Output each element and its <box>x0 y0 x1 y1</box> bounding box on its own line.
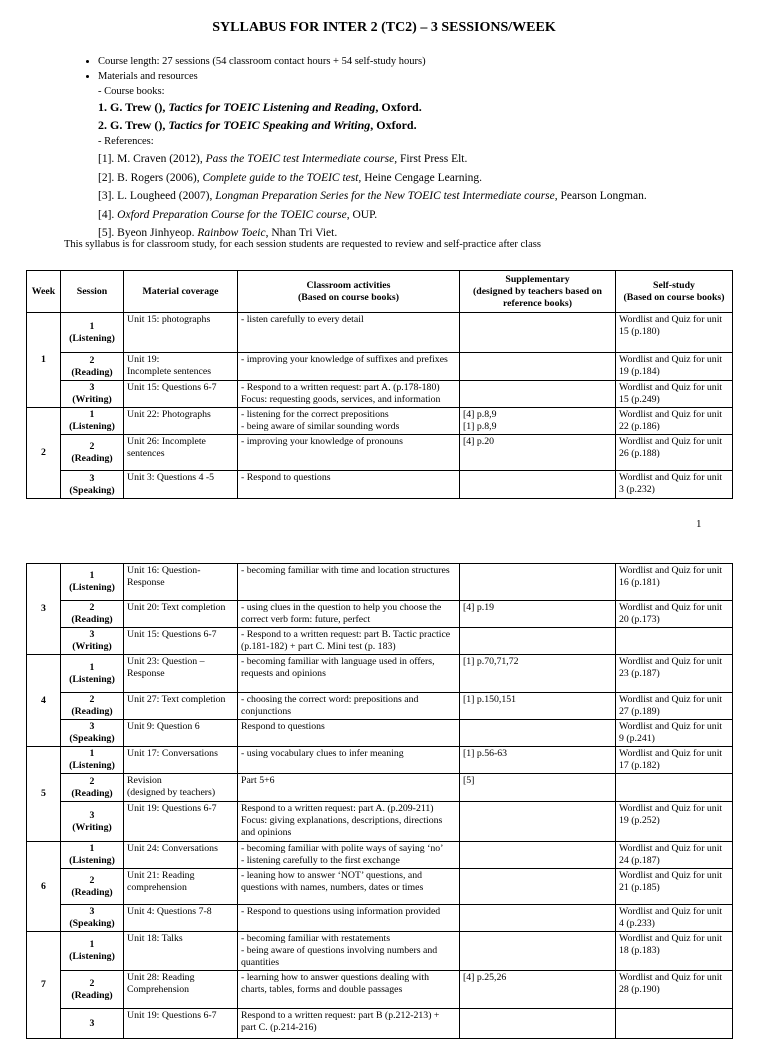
page-2 <box>0 545 768 1033</box>
table-row <box>27 353 733 381</box>
material-cell: Unit 17: Conversations <box>124 747 238 774</box>
material-cell: Unit 21: Reading comprehension <box>124 869 238 905</box>
classroom-cell: - using vocabulary clues to infer meaning <box>238 747 460 774</box>
self-study-cell: Wordlist and Quiz for unit 27 (p.189) <box>616 693 733 720</box>
session-cell: 2 (Reading) <box>61 774 124 802</box>
supplementary-cell <box>460 932 616 971</box>
supplementary-cell: [1] p.56-63 <box>460 747 616 774</box>
table-row <box>27 932 733 971</box>
self-study-cell: Wordlist and Quiz for unit 15 (p.180) <box>616 313 733 353</box>
header-week: Week <box>27 271 61 313</box>
material-cell: Unit 27: Text completion <box>124 693 238 720</box>
table-row <box>27 971 733 1009</box>
session-cell: 1 (Listening) <box>61 747 124 774</box>
materials-heading: • Materials and resources <box>98 69 426 84</box>
material-cell: Unit 19: Questions 6-7 <box>124 1009 238 1039</box>
classroom-cell: Respond to questions <box>238 720 460 747</box>
supplementary-cell: [1] p.150,151 <box>460 693 616 720</box>
classroom-cell: - Respond to questions <box>238 471 460 499</box>
table-row <box>27 408 733 435</box>
table-row <box>27 601 733 628</box>
self-study-cell: Wordlist and Quiz for unit 19 (p.252) <box>616 802 733 842</box>
material-cell: Unit 15: photographs <box>124 313 238 353</box>
self-study-cell: Wordlist and Quiz for unit 22 (p.186) <box>616 408 733 435</box>
session-cell: 3 <box>61 1009 124 1039</box>
week-cell: 1 <box>27 313 61 408</box>
material-cell: Revision (designed by teachers) <box>124 774 238 802</box>
table-row <box>27 842 733 869</box>
header-classroom: Classroom activities (Based on course books) <box>238 271 460 313</box>
self-study-cell <box>616 1009 733 1039</box>
page-title: SYLLABUS FOR INTER 2 (TC2) – 3 SESSIONS/WEEK <box>212 20 556 35</box>
supplementary-cell: [4] p.25,26 <box>460 971 616 1009</box>
classroom-cell: - becoming familiar with language used in offers, requests and opinions <box>238 655 460 693</box>
table-row <box>27 655 733 693</box>
syllabus-table-page-1 <box>26 270 733 499</box>
material-cell: Unit 4: Questions 7-8 <box>124 905 238 932</box>
course-books-list <box>98 98 422 134</box>
self-study-cell: Wordlist and Quiz for unit 15 (p.249) <box>616 381 733 408</box>
session-cell: 3 (Speaking) <box>61 720 124 747</box>
material-cell: Unit 20: Text completion <box>124 601 238 628</box>
material-cell: Unit 9: Question 6 <box>124 720 238 747</box>
session-cell: 3 (Speaking) <box>61 905 124 932</box>
session-cell: 1 (Listening) <box>61 313 124 353</box>
supplementary-cell <box>460 313 616 353</box>
session-cell: 1 (Listening) <box>61 932 124 971</box>
session-cell: 2 (Reading) <box>61 971 124 1009</box>
course-book: 2. G. Trew (), Tactics for TOEIC Speaking and Writing, Oxford. <box>98 118 417 132</box>
supplementary-cell <box>460 905 616 932</box>
week-cell: 5 <box>27 747 61 842</box>
self-study-cell: Wordlist and Quiz for unit 23 (p.187) <box>616 655 733 693</box>
reference-item: [4]. Oxford Preparation Course for the TOEIC course, OUP. <box>98 208 378 221</box>
header-session: Session <box>61 271 124 313</box>
week-cell: 6 <box>27 842 61 932</box>
session-cell: 1 (Listening) <box>61 842 124 869</box>
session-cell: 2 (Reading) <box>61 693 124 720</box>
course-book: 1. G. Trew (), Tactics for TOEIC Listening and Reading, Oxford. <box>98 100 422 114</box>
supplementary-cell: [1] p.70,71,72 <box>460 655 616 693</box>
classroom-cell: - listen carefully to every detail <box>238 313 460 353</box>
self-study-cell <box>616 774 733 802</box>
session-cell: 3 (Writing) <box>61 628 124 655</box>
material-cell: Unit 15: Questions 6-7 <box>124 381 238 408</box>
course-length: • Course length: 27 sessions (54 classroom contact hours + 54 self-study hours) <box>98 54 426 69</box>
self-study-cell: Wordlist and Quiz for unit 17 (p.182) <box>616 747 733 774</box>
session-cell: 3 (Speaking) <box>61 471 124 499</box>
self-study-cell: Wordlist and Quiz for unit 16 (p.181) <box>616 564 733 601</box>
supplementary-cell <box>460 381 616 408</box>
supplementary-cell: [4] p.20 <box>460 435 616 471</box>
self-study-cell <box>616 628 733 655</box>
table-row <box>27 435 733 471</box>
material-cell: Unit 22: Photographs <box>124 408 238 435</box>
table-row <box>27 802 733 842</box>
material-cell: Unit 19: Incomplete sentences <box>124 353 238 381</box>
table-row <box>27 471 733 499</box>
self-study-cell: Wordlist and Quiz for unit 26 (p.188) <box>616 435 733 471</box>
supplementary-cell: [5] <box>460 774 616 802</box>
table-row <box>27 905 733 932</box>
week-cell: 3 <box>27 564 61 655</box>
header-supplementary: Supplementary (designed by teachers based on reference books) <box>460 271 616 313</box>
syllabus-note: This syllabus is for classroom study, for each session students are requested to review and self-practice after class <box>64 239 541 250</box>
session-cell: 2 (Reading) <box>61 353 124 381</box>
self-study-cell: Wordlist and Quiz for unit 28 (p.190) <box>616 971 733 1009</box>
syllabus-table-page-2 <box>26 563 733 1039</box>
material-cell: Unit 24: Conversations <box>124 842 238 869</box>
session-cell: 3 (Writing) <box>61 802 124 842</box>
classroom-cell: - improving your knowledge of pronouns <box>238 435 460 471</box>
classroom-cell: Part 5+6 <box>238 774 460 802</box>
classroom-cell: - becoming familiar with polite ways of saying ‘no’ - listening carefully to the first exchange <box>238 842 460 869</box>
table-row <box>27 869 733 905</box>
supplementary-cell <box>460 802 616 842</box>
classroom-cell: - Respond to questions using information provided <box>238 905 460 932</box>
supplementary-cell <box>460 564 616 601</box>
self-study-cell: Wordlist and Quiz for unit 18 (p.183) <box>616 932 733 971</box>
table-row <box>27 774 733 802</box>
material-cell: Unit 18: Talks <box>124 932 238 971</box>
header-self-study: Self-study (Based on course books) <box>616 271 733 313</box>
material-cell: Unit 28: Reading Comprehension <box>124 971 238 1009</box>
session-cell: 2 (Reading) <box>61 869 124 905</box>
classroom-cell: - learning how to answer questions dealing with charts, tables, forms and double passages <box>238 971 460 1009</box>
material-cell: Unit 19: Questions 6-7 <box>124 802 238 842</box>
self-study-cell: Wordlist and Quiz for unit 21 (p.185) <box>616 869 733 905</box>
material-cell: Unit 26: Incomplete sentences <box>124 435 238 471</box>
material-cell: Unit 3: Questions 4 -5 <box>124 471 238 499</box>
self-study-cell: Wordlist and Quiz for unit 4 (p.233) <box>616 905 733 932</box>
material-cell: Unit 16: Question-Response <box>124 564 238 601</box>
supplementary-cell <box>460 471 616 499</box>
classroom-cell: Respond to a written request: part A. (p.209-211) Focus: giving explanations, descriptions, directions and opinions <box>238 802 460 842</box>
classroom-cell: Respond to a written request: part B (p.212-213) + part C. (p.214-216) <box>238 1009 460 1039</box>
self-study-cell: Wordlist and Quiz for unit 19 (p.184) <box>616 353 733 381</box>
session-cell: 2 (Reading) <box>61 601 124 628</box>
reference-item: [5]. Byeon Jinhyeop. Rainbow Toeic, Nhan Tri Viet. <box>98 227 338 239</box>
supplementary-cell: [4] p.8,9 [1] p.8,9 <box>460 408 616 435</box>
self-study-cell: Wordlist and Quiz for unit 3 (p.232) <box>616 471 733 499</box>
course-books-label: - Course books: <box>98 86 165 97</box>
classroom-cell: - using clues in the question to help you choose the correct verb form: future, perfect <box>238 601 460 628</box>
classroom-cell: - Respond to a written request: part B. Tactic practice (p.181-182) + part C. Mini test (p. 183) <box>238 628 460 655</box>
supplementary-cell <box>460 720 616 747</box>
table-row <box>27 313 733 353</box>
table-row <box>27 747 733 774</box>
self-study-cell: Wordlist and Quiz for unit 20 (p.173) <box>616 601 733 628</box>
reference-item: [3]. L. Lougheed (2007), Longman Preparation Series for the New TOEIC test Intermediate course, Pearson Longman. <box>98 190 647 202</box>
table-row <box>27 564 733 601</box>
table-body <box>27 313 733 499</box>
supplementary-cell <box>460 628 616 655</box>
classroom-cell: - leaning how to answer ‘NOT’ questions, and questions with names, numbers, dates or times <box>238 869 460 905</box>
table-row <box>27 628 733 655</box>
classroom-cell: - becoming familiar with restatements - being aware of questions involving numbers and quantities <box>238 932 460 971</box>
supplementary-cell <box>460 353 616 381</box>
table-body <box>27 564 733 1039</box>
table-row <box>27 720 733 747</box>
week-cell: 7 <box>27 932 61 1039</box>
references-label: - References: <box>98 136 154 147</box>
table-row <box>27 1009 733 1039</box>
supplementary-cell <box>460 842 616 869</box>
classroom-cell: - listening for the correct prepositions - being aware of similar sounding words <box>238 408 460 435</box>
classroom-cell: - choosing the correct word: prepositions and conjunctions <box>238 693 460 720</box>
course-info-list <box>80 54 426 99</box>
session-cell: 1 (Listening) <box>61 655 124 693</box>
reference-item: [2]. B. Rogers (2006), Complete guide to the TOEIC test, Heine Cengage Learning. <box>98 171 483 184</box>
session-cell: 1 (Listening) <box>61 564 124 601</box>
supplementary-cell: [4] p.19 <box>460 601 616 628</box>
classroom-cell: - Respond to a written request: part A. (p.178-180) Focus: requesting goods, services, and information <box>238 381 460 408</box>
self-study-cell: Wordlist and Quiz for unit 24 (p.187) <box>616 842 733 869</box>
week-cell: 4 <box>27 655 61 747</box>
page-number: 1 <box>696 518 702 530</box>
material-cell: Unit 15: Questions 6-7 <box>124 628 238 655</box>
session-cell: 3 (Writing) <box>61 381 124 408</box>
classroom-cell: - becoming familiar with time and location structures <box>238 564 460 601</box>
supplementary-cell <box>460 869 616 905</box>
self-study-cell: Wordlist and Quiz for unit 9 (p.241) <box>616 720 733 747</box>
header-material: Material coverage <box>124 271 238 313</box>
session-cell: 1 (Listening) <box>61 408 124 435</box>
reference-item: [1]. M. Craven (2012), Pass the TOEIC test Intermediate course, First Press Elt. <box>98 153 468 165</box>
table-row <box>27 381 733 408</box>
material-cell: Unit 23: Question – Response <box>124 655 238 693</box>
references-list <box>98 150 647 243</box>
table-row <box>27 693 733 720</box>
session-cell: 2 (Reading) <box>61 435 124 471</box>
classroom-cell: - improving your knowledge of suffixes and prefixes <box>238 353 460 381</box>
supplementary-cell <box>460 1009 616 1039</box>
week-cell: 2 <box>27 408 61 499</box>
